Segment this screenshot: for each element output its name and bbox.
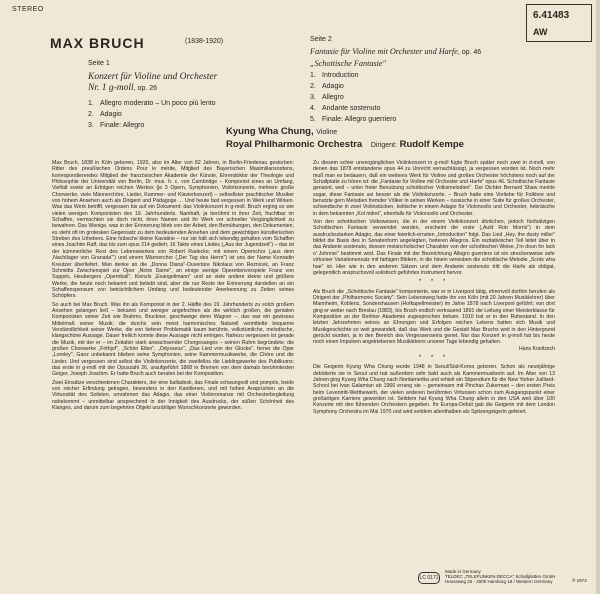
label-code: LC 0171	[418, 572, 440, 584]
side2-label: Seite 2	[310, 36, 332, 43]
movement: 3. Allegro	[310, 94, 344, 101]
paragraph: Zu diesem schier unvergänglichen Violinkonzert in g-moll fügte Bruch später noch zwei in d-moll, von denen das 1878 entstandene opus 44 zu Unrecht vernachlässigt, ja vergessen worden ist. Noch mehr muß man es bedauern, daß ein weiteres Werk für Violine und großes Orchester höchstens noch auf der Schallplatte zu hören ist: die „Fantasie für Violine mit Orchester und Harfe" opus 46. Schottische Fantasie genannt, weil – unter freier Benutzung schottischer Volksmelodien". Der Dichter Bernard Shaw meinte sogar, diese Fantasie sei besser als die Violinkonzerte. – Bruch hatte eine Vorliebe für Folklore und benutzte gern Melodien fremder Völker in seinen Werken – russische in einer Suite für großes Orchester, schwedische in zwei Violinstücken, keltische in einem Adagio für Violoncello und Orchester, hebräische in dem bekannten „Kol nidrei", ebenfalls für Violoncello und Orchester.	[313, 160, 555, 217]
footer-tele: TELDEC „TELEFUNKEN-DECCA" Schallplatten GmbH	[445, 574, 556, 579]
stereo-label: STEREO	[12, 6, 44, 13]
side1-label: Seite 1	[88, 60, 110, 67]
catalog-code: AW	[533, 27, 548, 37]
author-signature: Hans Koeltzsch	[518, 345, 555, 352]
paragraph: Zwei Einsätze verschiedenen Charakters, der eine balladesk, das Finale schwungvoll und pompös, beide von reicher Erfindung getragen, besonders in den Kantilenen, und mit hohen Ansprüchen an die Virtuosität des Solisten, umrahmen das Adagio, das einer Violinromanze mit Orchesterbegleitung nahekommt – unmittelbar ansprechend in der Innigkeit des Ausdrucks, der süßen Schönheit des Klanges, und darum zum begehrten Objekt unzähliger Wunschkonzerte geworden.	[52, 379, 294, 412]
side2-work-line2: „Schottische Fantasie"	[310, 59, 386, 68]
liner-notes-left	[52, 160, 294, 411]
cover-edge	[596, 0, 600, 594]
paragraph: So auch bei Max Bruch. Was ihn als Komponist in der 2. Hälfte des 19. Jahrhunderts zu solch großem Ansehen gelangen ließ – bekannt und weniger angefochten als die wirklich großen, die genialen Komponisten seiner Zeit wie Brahms, Bruckner, geschweige denn Wagner –, das war ein gewisses Mittelmaß seiner Musik; die durchs sein meist harmonisches Naturell vermittelte bequeme Verständlichkeit seiner Werke, die von tieferer Problematik kaum berührte, volkstümliche, melodische, klangschöne Aussage. Dauer freilich konnte diese Aussage nicht erringen. Nahezu vergessen ist gerade die Musik, mit der er – im Zeitalter stark anwachsender Chorgesanges – seinen Ruhm begründete: die großen Chorwerke „Frithjof", „Schön Ellen", „Odysseus", „Das Lied von der Glocke", ferner die Oper „Loreley". Ganz unbekannt blieben seine Symphonien, seine Kammermusikwerke, die Chöre und die Lieder. Und vergessen sind selbst die Violinkonzerte, die zweifellos die Lieblingswerke des Publikums: das erste in g-moll mit der Opuszahl 26, uraufgeführt 1868 in Bremen von dem damals berühmtesten Geiger, Joseph Joachim. Er hatte Bruch auch beraten bei der Komposition.	[52, 301, 294, 378]
movement: 4. Andante sostenuto	[310, 105, 381, 112]
liner-notes-right	[313, 160, 555, 415]
movement: 2. Adagio	[88, 111, 122, 118]
movement: 2. Adagio	[310, 83, 344, 90]
side1-opus: , op. 26	[133, 85, 158, 92]
section-divider: * * *	[418, 279, 450, 286]
catalog-number: 6.41483	[533, 10, 570, 21]
orchestra: Royal Philharmonic Orchestra	[226, 139, 363, 150]
soloist: Kyung Wha Chung,	[226, 126, 314, 137]
side2-work-line1: Fantasie für Violine mit Orchester und Harfe	[310, 47, 458, 56]
footer-address: Heussweg 25 · 2000 Hamburg 19 / Western Germany	[445, 579, 553, 584]
section-divider: * * *	[418, 354, 450, 361]
catalog-box	[526, 4, 592, 42]
paragraph: Von den schottischen Volksweisen, die in der einem Violinkonzert ähnlichen, jedoch fünfsätzigen Schottischen Fantasie verwendet werden, erscheint die erste („Auld Rob Morris") in dem ausdrucksstarken Adagio, das einer feierlich-ernsten „Introduction" folgt. Das Lied „Hey, the dusty miller" bildet die Basis des in Sonatenform angelegten, heiteren Allegros. Ein rezitativischer Teil leitet über in das Andante sostenuto, dessen melancholischer Charakter von der schottischen Weise „I'm doun for lack o' Johnnie" bestimmt wird. Das Finale mit der Bezeichnung Allegro guerriero ist ein streckenweise sehr virtuoser Variationensatz mit farbigen Bildern, in die hinein verwoben die schottische Melodie „Scots wha hae" ist. Hier wie in den anderen Sätzen und dem Andante sostenuto tritt die Harfe als obligat, gelegentlich anspruchsvoll solistisch geführtes Instrument hervor.	[313, 219, 555, 276]
side2-movements	[310, 70, 396, 125]
footer-credits	[445, 569, 585, 584]
movement: 1. Allegro moderato – Un poco più lento	[88, 100, 216, 107]
movement: 5. Finale: Allegro guerriero	[310, 116, 397, 123]
side1-work-line2: Nr. 1 g-moll	[88, 83, 134, 93]
copyright-mark: ® 1973	[572, 578, 587, 583]
side1-work-line1: Konzert für Violine und Orchester	[88, 72, 218, 82]
paragraph: Die Geigerin Kyung Wha Chung wurde 1948 in Seoul/Süd-Korea geboren. Schon als neunjährige debütierte sie in Seoul und trat außerdem sehr bald auch als Kammermusikerin auf. Im Alter von 13 Jahren ging Kyung Wha Chung nach Nordamerika und erhielt ein Stipendium für die New Yorker Juilliard-School bei Ivan Galamian ab 1966 errang sie – gemeinsam mit Pinchas Zukerman – den ersten Preis beim Leventritt-Wettbewerb, der vielen anderen berühmten Virtuosen schon zum Ausgangspunkt einer großartigen Karriere geworden ist. Seitdem hat Kyung Wha Chung allein in den USA weit über 100 Konzerte mit den führenden Orchestern gegeben. Ihr Europa-Debüt gab die Geigerin mit dem London Symphony Orchestra im Mai 1970 und wird seitdem allenthalben als Spitzengeigerin gefeiert.	[313, 364, 555, 415]
conductor-role: Dirigent:	[370, 142, 397, 149]
composer-years: (1838-1920)	[185, 38, 224, 45]
conductor: Rudolf Kempe	[399, 139, 464, 150]
soloist-role: Violine	[316, 129, 338, 136]
side1-work-title	[88, 72, 217, 94]
footer-made: Made in Germany	[445, 569, 481, 574]
orchestra-line	[226, 139, 464, 150]
paragraph: Max Bruch, 1838 in Köln geboren, 1920, also im Alter von 82 Jahren, in Berlin-Friedenau gestorben: Ritter des preußischen Ordens Pour le mérite, Mitglied des Bayerischen Maximiliansordens, korrespondierendes Mitglied der französischen Akademie der Künste, Ehrendoktor der Theologie und Philosophie der Universität von Berlin, Dr. mus. h. c. von Cambridge – Komponist eines an Umfang, Vielfalt sowie an Erfolgen reichen Werkes (je 3 Opern, Symphonien, Violinkonzerte, mehrere große Chorwerke, viele Männerchöre, Lieder, Kammer- und Klavierkonzert) – seltsellster prachtischer Musiker von hohem Ansehen auch als Dirigent und Pädagoge … Und heute fast vergessen in Werk und Wirken. Was das Werk betrifft, vergessen bis auf ein Dokument: das Violinkonzert in g-moll. Bruch erging es wie vielen wenigen Komponisten des 19. Jahrhunderts. Namhaft, ja berühmt in ihrer Zeit, fruchtbar im Schaffen, vermochten sie doch nicht, ihren Namen und ihr Werk vor schneller Vergänglichkeit zu bewahren. Das Wenige, was in der Erinnerung blieb von der Arbeit, den Bemühungen, den Dokumenten, es steht oft im grotesken Gegensatz zu dem bedeutenden Ansehen und dem gewichtigen künstlerischen Streben des Urhebers. Eine hübsche kleine Kavatine – nur sie hält sich lebendig gehalten vom Schaffen eines Joachim Raff, das bis zum opus 214 gedieh; 16 Takte eines Liedes („Aus der Jugendzeit") – das ist der kümmerliche Rest des Lebenswerkes von Robert Radecke; mit einem Opernchor („aus dem ‚Nachtlager von Granada'") und einem Männerchor („Der Tag des Herrn") ist uns der Name Konradin Kreutzer überliefert. Man denke an die „Donna Diana"-Ouvertüre Nikolaus von Reznicek, an Franz Schmidts Zwischenspiel zur Oper „Notre Dame", an einige wenige Operettenvorspiele Franz von Suppés, Heubergers „Opernball", Kienzls „Evangelimann" und an viele andere kleine und größere Werke, die heute noch bekannt und beliebt sind, aber die nur Reste der Erinnerung darstellen an ein Schaffenspensum von beträchtlichem Umfang und bedeutender Anerkennung zu Zeiten seines Schöpfers.	[52, 160, 294, 300]
side1-movements	[88, 98, 216, 131]
side2-opus: , op. 46	[457, 49, 482, 56]
composer-name: MAX BRUCH	[50, 35, 145, 51]
movement: 3. Finale: Allegro	[88, 122, 145, 129]
side2-work-title	[310, 46, 481, 69]
movement: 1. Introduction	[310, 72, 359, 79]
paragraph: Als Bruch die „Schottische Fantasie" komponierte, war er in Liverpool tätig, ehrenvoll dorthin berufen als Dirigent der „Philharmonic Society". Sein Lebensweg hatte ihn von Köln (mit 20 Jahren Musiklehrer) über Mannheim, Koblenz, Sondershausen (Hofkapellmeister) im Jahre 1878 nach Liverpool geführt; von dort ging er weiter nach Breslau (1883), bis Bruch endlich vertrauend 1891 die Leitung einer Meisterklasse für Komposition an der Berliner Akademie zugesprochen bekam. 1910 trat er in den Ruhestand. In den letzten Jahrzehnten seines an Ehrungen und Erfolgen reichen Lebens hatten sich Musik und Musikgeschichte so weit gewandelt, daß das Werk und die Gestalt Max Bruchs weit in den Hintergrund gerückt wurden, ja in den Bereich des Vergessenseins geriet. Nur das Konzert in g-moll hat bis heute noch einen Impulsen angetriebenen Musiklebens unserer Tage lebendig gehalten.	[313, 288, 555, 346]
soloist-line	[226, 126, 337, 137]
